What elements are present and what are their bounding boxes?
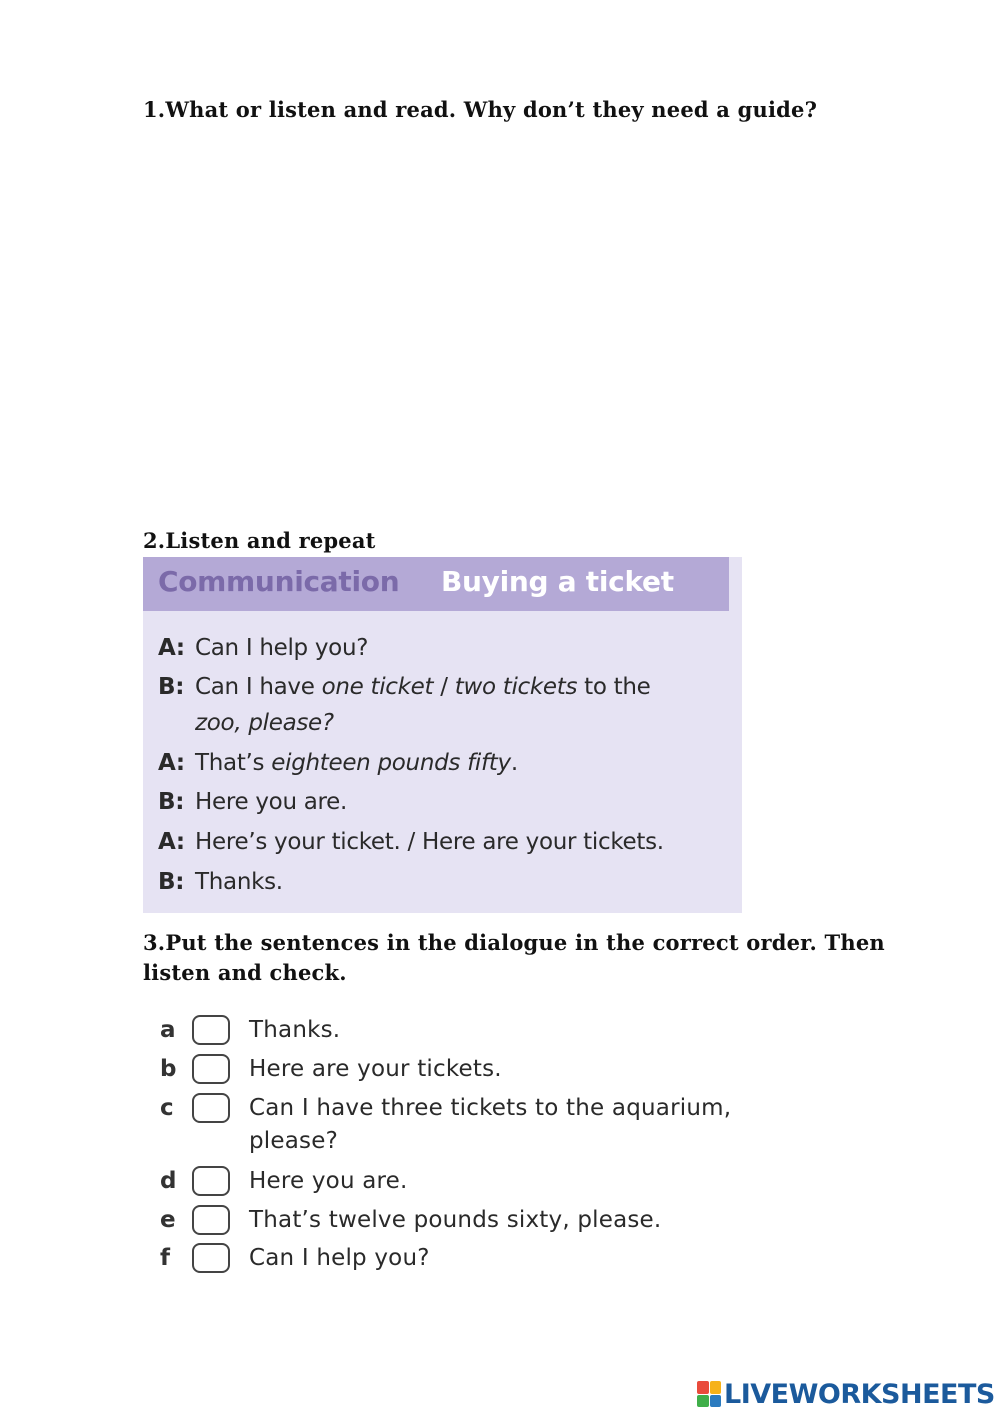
order-sentence: Can I have three tickets to the aquarium, — [249, 1095, 732, 1121]
dialogue-speaker: B: — [158, 674, 185, 700]
logo-text: LIVEWORKSHEETS — [724, 1378, 995, 1410]
order-sentence: Can I help you? — [249, 1245, 430, 1271]
dialogue-text: Thanks. — [195, 869, 283, 895]
dialogue-line — [158, 869, 283, 895]
logo-square — [710, 1395, 722, 1408]
order-number-box[interactable] — [192, 1205, 230, 1235]
communication-box — [143, 557, 742, 913]
dialogue-text: / — [433, 674, 455, 700]
logo-square — [697, 1395, 709, 1408]
dialogue-text: Here’s your ticket. / Here are your tickets. — [195, 829, 664, 855]
order-sentence: Here are your tickets. — [249, 1056, 502, 1082]
dialogue-speaker: A: — [158, 750, 185, 776]
dialogue-variable-text: two tickets — [454, 674, 578, 700]
dialogue-speaker: A: — [158, 635, 185, 661]
exercise-1-heading: 1.What or listen and read. Why don’t they need a guide? — [143, 97, 818, 122]
order-sentence-continuation: please? — [249, 1128, 338, 1154]
order-sentence: Here you are. — [249, 1168, 408, 1194]
order-letter: c — [160, 1095, 174, 1121]
order-number-box[interactable] — [192, 1054, 230, 1084]
dialogue-text: Here you are. — [195, 789, 348, 815]
liveworksheets-logo — [697, 1378, 995, 1410]
liveworksheets-logo-icon — [697, 1381, 721, 1407]
order-letter: a — [160, 1017, 176, 1043]
order-letter: d — [160, 1168, 177, 1194]
order-letter: b — [160, 1056, 177, 1082]
dialogue-line — [158, 829, 664, 855]
order-letter: e — [160, 1207, 176, 1233]
dialogue-text: to the — [577, 674, 651, 700]
dialogue-text: Can I have — [195, 674, 322, 700]
dialogue-line — [158, 789, 347, 815]
communication-header — [143, 557, 729, 611]
exercise-2-heading: 2.Listen and repeat — [143, 528, 376, 553]
dialogue-line — [158, 635, 368, 661]
dialogue-variable-text: eighteen pounds fifty — [271, 750, 511, 776]
logo-square — [697, 1381, 709, 1394]
order-number-box[interactable] — [192, 1166, 230, 1196]
dialogue-speaker: B: — [158, 869, 185, 895]
order-number-box[interactable] — [192, 1243, 230, 1273]
order-letter: f — [160, 1245, 171, 1271]
communication-title: Communication — [158, 565, 400, 598]
dialogue-speaker: A: — [158, 829, 185, 855]
order-number-box[interactable] — [192, 1093, 230, 1123]
dialogue-variable-text: one ticket — [321, 674, 434, 700]
logo-square — [710, 1381, 722, 1394]
communication-subtitle: Buying a ticket — [441, 565, 674, 598]
dialogue-text: . — [510, 750, 518, 776]
order-sentence: Thanks. — [249, 1017, 341, 1043]
dialogue-line — [158, 674, 651, 700]
order-number-box[interactable] — [192, 1015, 230, 1045]
order-sentence: That’s twelve pounds sixty, please. — [249, 1207, 662, 1233]
dialogue-text: That’s — [195, 750, 272, 776]
exercise-3-heading: 3.Put the sentences in the dialogue in the correct order. Then listen and check. — [143, 930, 885, 985]
dialogue-continuation: zoo, please? — [195, 710, 334, 736]
dialogue-line — [158, 750, 518, 776]
dialogue-text: Can I help you? — [195, 635, 369, 661]
dialogue-speaker: B: — [158, 789, 185, 815]
